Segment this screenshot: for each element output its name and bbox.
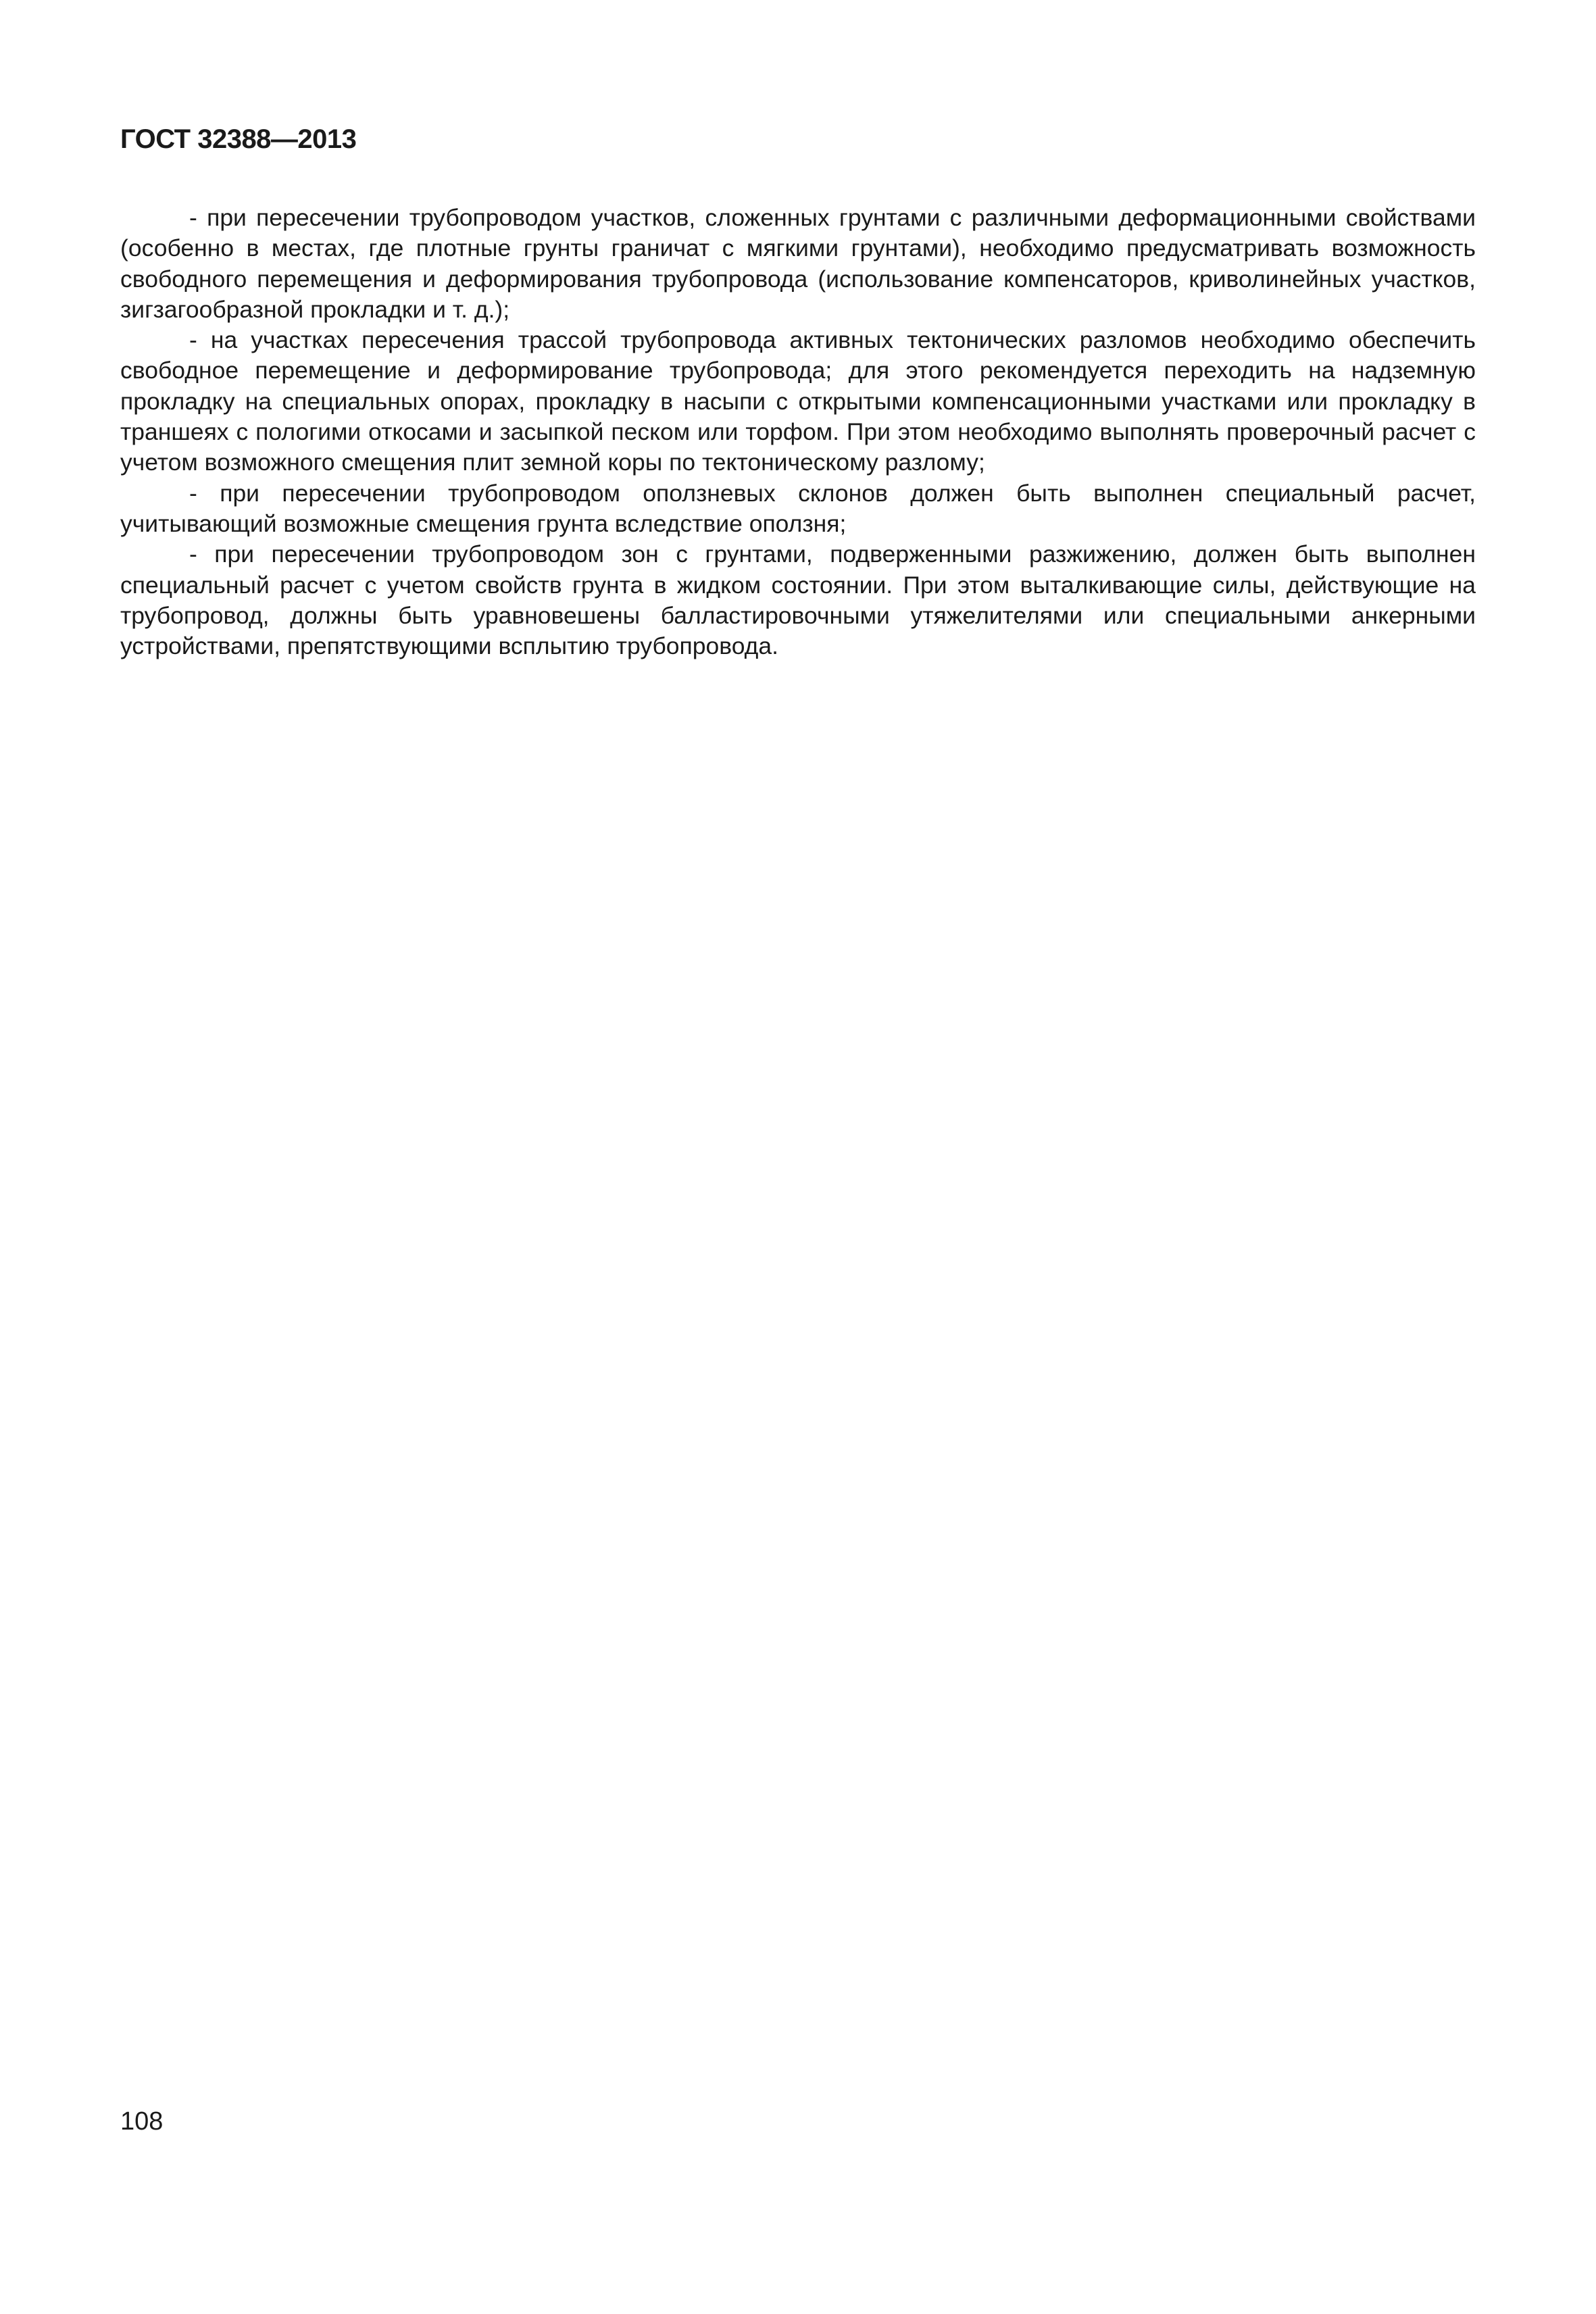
body-text	[120, 203, 1476, 661]
paragraph: - на участках пересечения трассой трубопровода активных тектонических разломов необходимо обеспечить свободное перемещение и деформирование трубопровода; для этого рекомендуется переходить на надземную прокладку на специальных опорах, прокладку в насыпи с открытыми компенсационными участками или прокладку в траншеях с пологими откосами и засыпкой песком или торфом. При этом необходимо выполнять проверочный расчет с учетом возможного смещения плит земной коры по тектоническому разлому;	[120, 326, 1476, 476]
paragraph: - при пересечении трубопроводом зон с грунтами, подверженными разжижению, должен быть выполнен специальный расчет с учетом свойств грунта в жидком состоянии. При этом выталкивающие силы, действующие на трубопровод, должны быть уравновешены балластировочными утяжелителями или специальными анкерными устройствами, препятствующими всплытию трубопровода.	[120, 540, 1476, 660]
paragraph: - при пересечении трубопроводом участков, сложенных грунтами с различными деформационными свойствами (особенно в местах, где плотные грунты граничат с мягкими грунтами), необходимо предусматривать возможность свободного перемещения и деформирования трубопровода (использование компенсаторов, криволинейных участков, зигзагообразной прокладки и т. д.);	[120, 204, 1476, 323]
paragraph: - при пересечении трубопроводом оползневых склонов должен быть выполнен специальный расчет, учитывающий возможные смещения грунта вследствие оползня;	[120, 479, 1476, 537]
document-header: ГОСТ 32388—2013	[120, 124, 357, 154]
page-number: 108	[120, 2107, 164, 2136]
